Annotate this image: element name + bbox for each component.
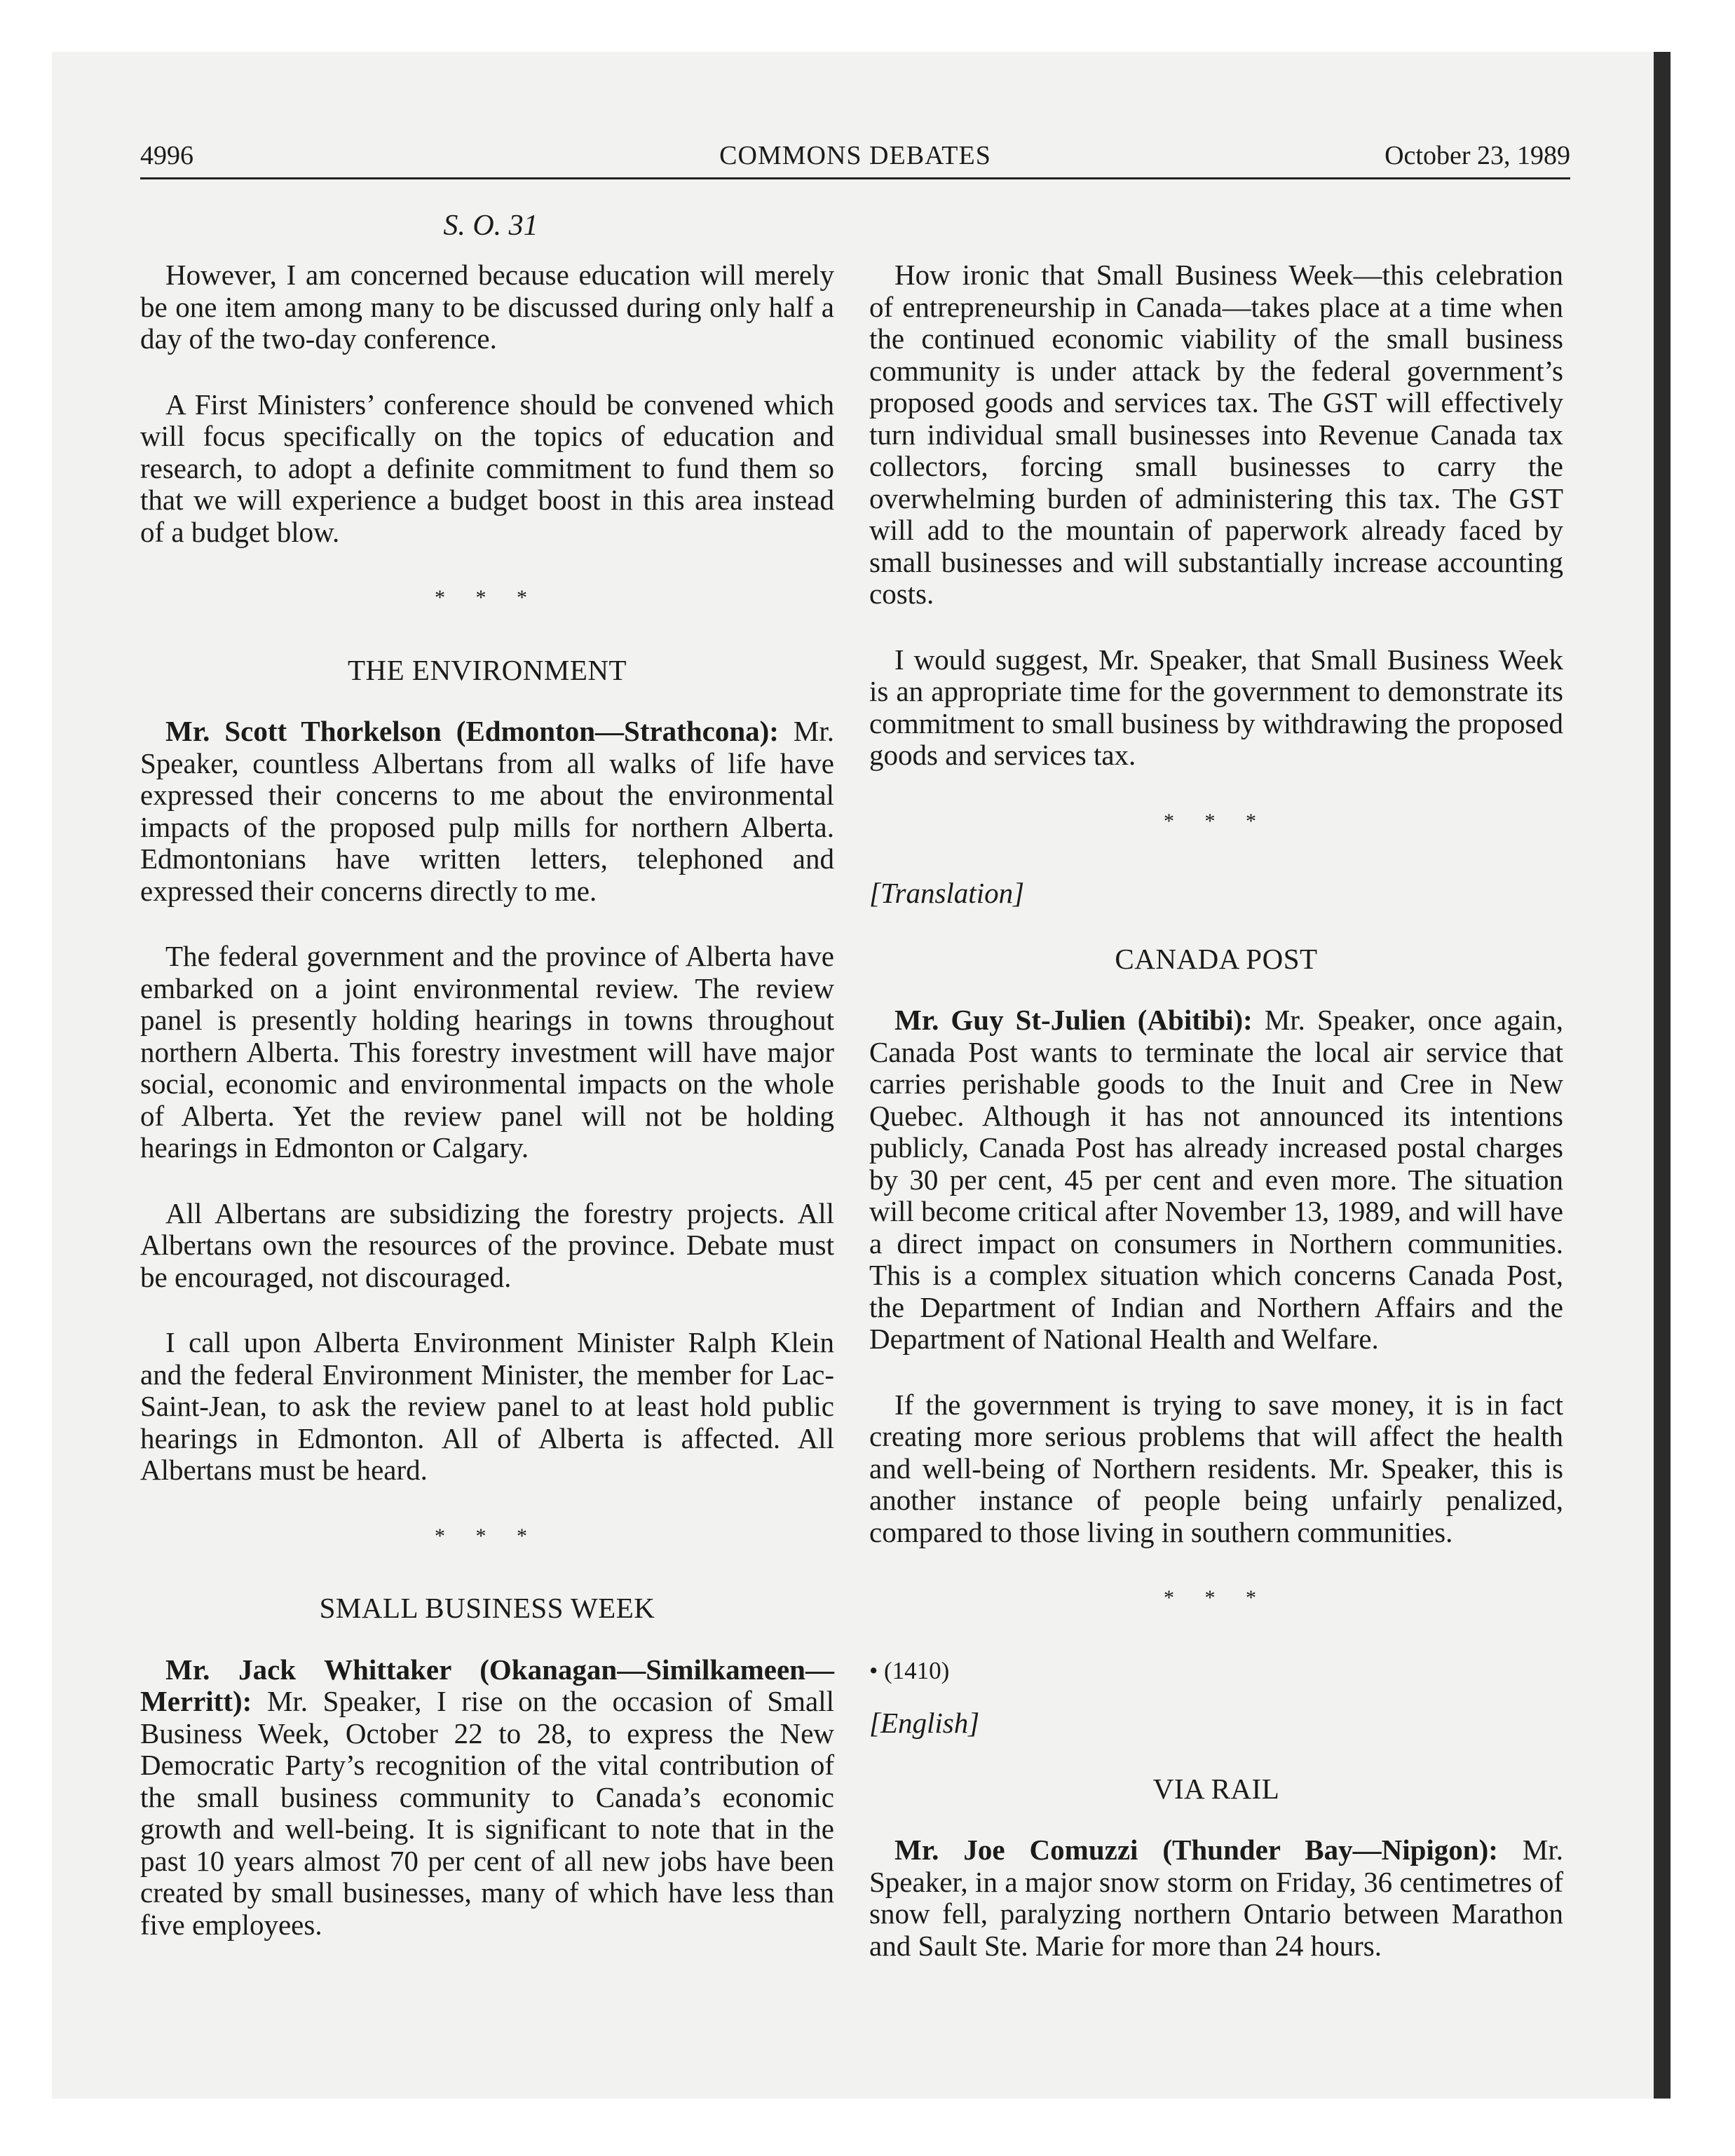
section-label: S. O. 31 (443, 210, 538, 242)
paragraph: I would suggest, Mr. Speaker, that Small Business Week is an appropriate time for the government to demonstrate its commitment to small business by withdrawing the proposed goods and services tax. (869, 643, 1563, 771)
paragraph: The federal government and the province of Alberta have embarked on a joint environmental review. The review panel is presently holding hearings in towns throughout northern Alberta. This forestry investment will have major social, economic and environmental impacts on the whole of Alberta. Yet the review panel will not be holding hearings in Edmonton or Calgary. (140, 940, 834, 1164)
paragraph: However, I am concerned because education will merely be one item among many to be discussed during only half a day of the two-day conference. (140, 259, 834, 355)
page-number: 4996 (140, 141, 193, 170)
paragraph: How ironic that Small Business Week—this celebration of entrepreneurship in Canada—takes place at a time when the continued economic viability of the small business community is under attack by the federal government’s proposed goods and services tax. The GST will effectively turn individual small businesses into Revenue Canada tax collectors, forcing small businesses to carry the overwhelming burden of administering this tax. The GST will add to the mountain of paperwork already faced by small businesses and will substantially increase accounting costs. (869, 259, 1563, 610)
left-column (140, 259, 834, 1974)
paragraph: I call upon Alberta Environment Minister Ralph Klein and the federal Environment Minister, the member for Lac-Saint-Jean, to ask the review panel to at least hold public hearings in Edmonton. All of Alberta is affected. All Albertans must be heard. (140, 1326, 834, 1486)
section-separator: * * * (1164, 1586, 1269, 1609)
heading-environment: THE ENVIRONMENT (347, 653, 627, 686)
heading-canada-post: CANADA POST (1115, 942, 1318, 975)
publication-date: October 23, 1989 (1384, 141, 1570, 170)
speech-text: Mr. Speaker, countless Albertans from all walks of life have expressed their concerns to me about the environmental impacts of the proposed pulp mills for northern Alberta. Edmontonians have written letters, telephoned and expressed their concerns directly to me. (140, 715, 834, 907)
section-separator: * * * (1164, 809, 1269, 833)
speech-text: Mr. Speaker, once again, Canada Post wants to terminate the local air service that carries perishable goods to the Inuit and Cree in New Quebec. Although it has not announced its intentions publicly, Canada Post has already increased postal charges by 30 per cent, 45 per cent and even more. The situation will become critical after November 13, 1989, and will have a direct impact on consumers in Northern communities. This is a complex situation which concerns Canada Post, the Department of Indian and Northern Affairs and the Department of National Health and Welfare. (869, 1004, 1564, 1355)
section-separator: * * * (435, 1524, 540, 1548)
speaker-name: Mr. Jack Whittaker (Okanagan—Similkameen—Merritt): (140, 1653, 834, 1717)
scan-edge-bar (1654, 52, 1671, 2099)
paragraph: If the government is trying to save money, it is in fact creating more serious problems that will affect the health and well-being of Northern residents. Mr. Speaker, this is another instance of people being unfairly penalized, compared to those living in southern communities. (869, 1388, 1563, 1548)
english-tag: [English] (869, 1707, 980, 1739)
page-header (140, 133, 1570, 175)
speech-text: Mr. Speaker, I rise on the occasion of Small Business Week, October 22 to 28, to express the New Democratic Party’s recognition of the vital contribution of the small business community to Canada’s economic growth and well-being. It is significant to note that in the past 10 years almost 70 per cent of all new jobs have been created by small businesses, many of which have less than five employees. (140, 1685, 834, 1941)
speaker-name: Mr. Guy St-Julien (Abitibi): (894, 1004, 1253, 1036)
right-column (869, 259, 1563, 1995)
paragraph (140, 1654, 834, 1942)
paragraph (140, 716, 834, 907)
paragraph: All Albertans are subsidizing the forestry projects. All Albertans own the resources of the province. Debate must be encouraged, not discouraged. (140, 1196, 834, 1293)
paragraph (869, 1834, 1563, 1962)
speaker-name: Mr. Scott Thorkelson (Edmonton—Strathcona): (165, 715, 779, 747)
translation-tag: [Translation] (869, 877, 1025, 909)
publication-title: COMMONS DEBATES (719, 141, 991, 170)
paragraph (869, 1004, 1563, 1356)
header-rule (140, 177, 1570, 179)
speaker-name: Mr. Joe Comuzzi (Thunder Bay—Nipigon): (894, 1834, 1498, 1866)
time-marker: • (1410) (869, 1656, 950, 1684)
paragraph: A First Ministers’ conference should be convened which will focus specifically on the topics of education and research, to adopt a definite commitment to fund them so that we will experience a budget boost in this area instead of a budget blow. (140, 388, 834, 548)
heading-via-rail: VIA RAIL (1152, 1772, 1280, 1805)
section-separator: * * * (435, 586, 540, 609)
speech-text: Mr. Speaker, in a major snow storm on Friday, 36 centimetres of snow fell, paralyzing northern Ontario between Marathon and Sault Ste. Marie for more than 24 hours. (869, 1834, 1564, 1962)
heading-small-business-week: SMALL BUSINESS WEEK (319, 1592, 655, 1624)
